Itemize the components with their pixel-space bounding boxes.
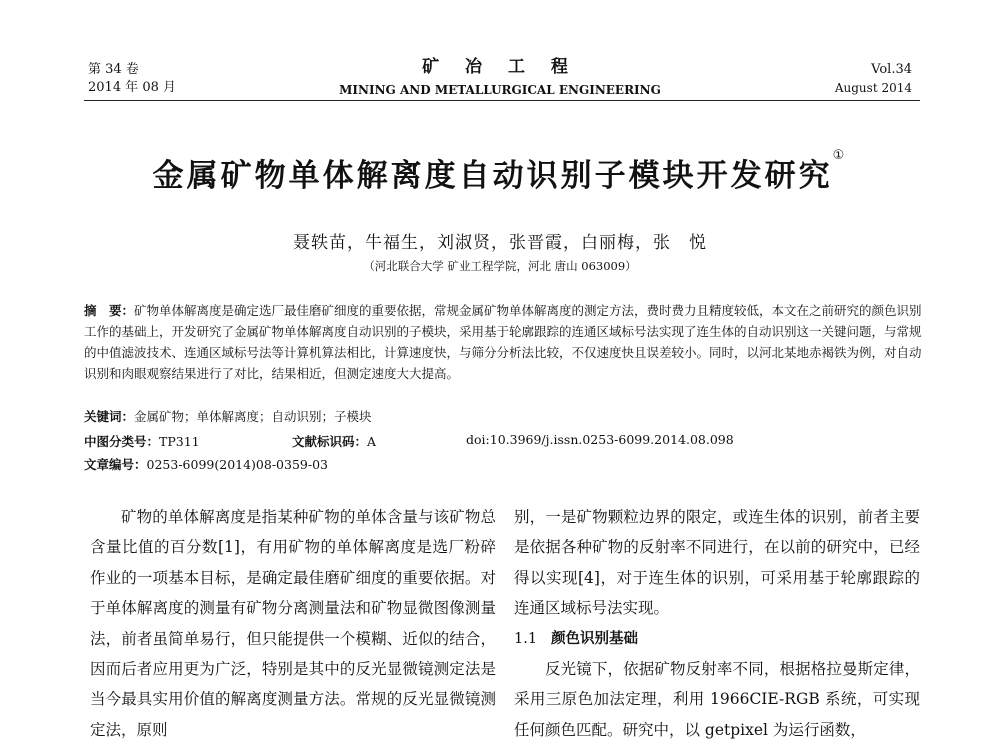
journal-title-cn: 矿 冶 工 程 xyxy=(422,57,578,77)
keywords-text: 金属矿物；单体解离度；自动识别；子模块 xyxy=(134,409,372,424)
issue-date-en: August 2014 xyxy=(834,81,912,95)
body-right-column xyxy=(514,502,920,745)
journal-title-en: MINING AND METALLURGICAL ENGINEERING xyxy=(339,83,661,97)
section-heading: 1.1 颜色识别基础 xyxy=(514,630,639,647)
paper-title: 金属矿物单体解离度自动识别子模块开发研究① xyxy=(152,148,848,194)
right-paragraph-1: 别，一是矿物颗粒边界的限定，或连生体的识别，前者主要是依据各种矿物的反射率不同进行，在以前的研究中，已经得以实现[4]，对于连生体的识别，可采用基于轮廓跟踪的连通区域标号法实现。 xyxy=(514,508,920,618)
volume-cn: 第 34 卷 xyxy=(88,62,139,77)
abstract-label: 摘 要： xyxy=(84,303,135,318)
intro-paragraph: 矿物的单体解离度是指某种矿物的单体含量与该矿物总含量比值的百分数[1]，有用矿物的单体解离度是选厂粉碎作业的一项基本目标，是确定最佳磨矿细度的重要依据。对于单体解离度的测量有矿物分离测量法和矿物显微图像测量法，前者虽简单易行，但只能提供一个模糊、近似的结合，因而后者应用更为广泛，特别是其中的反光显微镜测定法是当今最具实用价值的解离度测量方法。常规的反光显微镜测定法，原则 xyxy=(90,508,496,739)
volume-en: Vol.34 xyxy=(871,62,912,77)
keywords-label: 关键词： xyxy=(84,409,135,424)
author-list: 聂轶苗，牛福生，刘淑贤，张晋霞，白丽梅，张 悦 xyxy=(293,233,707,253)
document-code: 文献标识码：A xyxy=(292,434,377,449)
abstract-text: 矿物单体解离度是确定选厂最佳磨矿细度的重要依据，常规金属矿物单体解离度的测定方法，费时费力且精度较低，本文在之前研究的颜色识别工作的基础上，开发研究了金属矿物单体解离度自动识别的子模块，采用基于轮廓跟踪的连通区域标号法实现了连生体的自动识别这一关键问题，与常规的中值滤波技术、连通区域标号法等计算机算法相比，计算速度快，与筛分分析法比较，不仅速度快且误差较小。同时，以河北某地赤褐铁为例，对自动识别和肉眼观察结果进行了对比，结果相近，但测定速度大大提高。 xyxy=(84,303,922,381)
affiliation: （河北联合大学 矿业工程学院，河北 唐山 063009） xyxy=(363,259,637,273)
keywords xyxy=(84,406,924,427)
issue-date-cn: 2014 年 08 月 xyxy=(88,80,177,95)
article-number: 文章编号：0253-6099(2014)08-0359-03 xyxy=(84,457,328,472)
header-rule xyxy=(84,100,920,101)
body-left-column xyxy=(90,502,496,745)
title-footnote-mark: ① xyxy=(832,148,848,163)
doi: doi:10.3969/j.issn.0253-6099.2014.08.098 xyxy=(466,432,734,447)
right-paragraph-2: 反光镜下，依据矿物反射率不同，根据格拉曼斯定律，采用三原色加法定理，利用 1966CIE-RGB 系统，可实现任何颜色匹配。研究中，以 getpixel 为运行函数， xyxy=(514,660,920,739)
clc-number: 中图分类号：TP311 xyxy=(84,434,200,449)
abstract xyxy=(84,300,924,384)
